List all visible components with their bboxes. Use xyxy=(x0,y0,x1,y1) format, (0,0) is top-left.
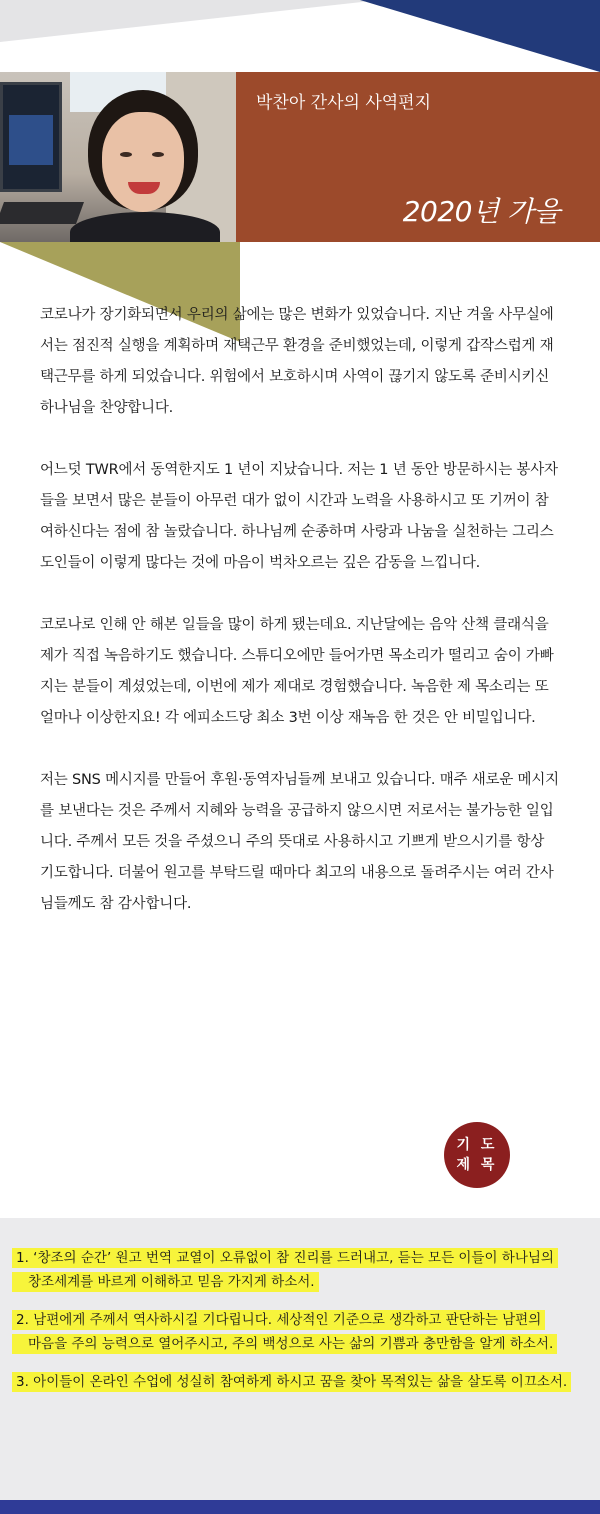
navy-triangle-decoration xyxy=(360,0,600,72)
gray-triangle-decoration xyxy=(0,0,380,42)
prayer-item xyxy=(12,1308,592,1356)
letter-paragraph: 저는 SNS 메시지를 만들어 후원·동역자님들께 보내고 있습니다. 매주 새로운 메시지를 보낸다는 것은 주께서 지혜와 능력을 공급하지 않으시면 저로서는 불가능한 일입니다. 주께서 모든 것을 주셨으니 주의 뜻대로 사용하시고 기쁘게 받으시기를 항상 기도합니다. 더불어 원고를 부탁드릴 때마다 최고의 내용으로 돌려주시는 여러 간사님들께도 참 감사합니다. xyxy=(40,772,559,912)
letter-paragraph: 어느덧 TWR에서 동역한지도 1 년이 지났습니다. 저는 1 년 동안 방문하시는 봉사자들을 보면서 많은 분들이 아무런 대가 없이 시간과 노력을 사용하시고 또 기꺼이 참여하신다는 점에 참 놀랐습니다. 하나님께 순종하며 사랑과 나눔을 실천하는 그리스도인들이 이렇게 많다는 것에 마음이 벅차오르는 깊은 감동을 느낍니다. xyxy=(40,462,558,571)
prayer-item-text: 3. 아이들이 온라인 수업에 성실히 참여하게 하시고 꿈을 찾아 목적있는 삶을 살도록 이끄소서. xyxy=(12,1372,571,1392)
letter-paragraph: 코로나로 인해 안 해본 일들을 많이 하게 됐는데요. 지난달에는 음악 산책 클래식을 제가 직접 녹음하기도 했습니다. 스튜디오에만 들어가면 목소리가 떨리고 숨이 가빠지는 분들이 계셨었는데, 이번에 제가 제대로 경험했습니다. 녹음한 제 목소리는 또 얼마나 이상한지요! 각 에피소드당 최소 3번 이상 재녹음 한 것은 안 비밀입니다. xyxy=(40,617,554,726)
letter-body xyxy=(40,300,560,951)
prayer-item-text: 2. 남편에게 주께서 역사하시길 기다립니다. 세상적인 기준으로 생각하고 판단하는 남편의 xyxy=(12,1310,545,1330)
bottom-bar-decoration xyxy=(0,1500,600,1514)
header-banner xyxy=(236,72,600,242)
prayer-item-text: 마음을 주의 능력으로 열어주시고, 주의 백성으로 사는 삶의 기쁨과 충만함을 알게 하소서. xyxy=(12,1334,557,1354)
page-title: 박찬아 간사의 사역편지 xyxy=(256,93,432,113)
prayer-item-text: 창조세계를 바르게 이해하고 믿음 가지게 하소서. xyxy=(12,1272,319,1292)
letter-paragraph: 코로나가 장기화되면서 우리의 삶에는 많은 변화가 있었습니다. 지난 겨울 사무실에서는 점진적 실행을 계획하며 재택근무 환경을 준비했었는데, 이렇게 갑작스럽게 재택근무를 하게 되었습니다. 위험에서 보호하시며 사역이 끊기지 않도록 준비시키신 하나님을 찬양합니다. xyxy=(40,307,554,416)
badge-line: 제 목 xyxy=(456,1157,498,1173)
prayer-topics-badge xyxy=(444,1122,510,1188)
prayer-item-text: 1. ‘창조의 순간’ 원고 번역 교열이 오류없이 참 진리를 드러내고, 듣는 모든 이들이 하나님의 xyxy=(12,1248,558,1268)
prayer-section xyxy=(0,1218,600,1514)
author-photo xyxy=(0,72,236,242)
season-label: 2020년 가을 xyxy=(402,195,560,228)
prayer-list xyxy=(12,1246,592,1408)
badge-line: 기 도 xyxy=(456,1137,498,1153)
prayer-item xyxy=(12,1246,592,1294)
prayer-item xyxy=(12,1370,592,1394)
